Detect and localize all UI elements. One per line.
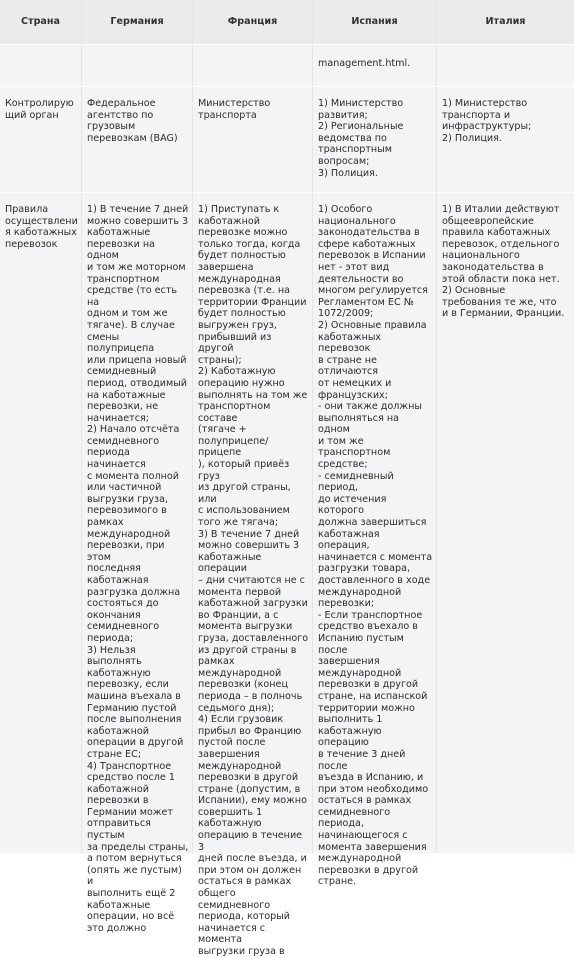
control-row-france: Министерство транспорта bbox=[193, 86, 313, 192]
header-cell-spain: Испания bbox=[313, 0, 437, 44]
header-cell-france: Франция bbox=[193, 0, 313, 44]
header-cell-country: Страна bbox=[0, 0, 82, 44]
row-divider bbox=[0, 44, 574, 45]
link-row-cell-country bbox=[0, 44, 82, 86]
row-divider bbox=[0, 192, 574, 193]
control-row-label: Контролирую щий орган bbox=[0, 86, 82, 192]
control-row-spain: 1) Министерство развития; 2) Региональные ведомства по транспортным вопросам; 3) Полиция. bbox=[313, 86, 437, 192]
control-row-germany: Федеральное агентство по грузовым перевозкам (BAG) bbox=[82, 86, 193, 192]
header-cell-italy: Италия bbox=[437, 0, 574, 44]
header-cell-germany: Германия bbox=[82, 0, 193, 44]
rules-row-spain: 1) Особого национального законодательства в сфере каботажных перевозок в Испании нет - этот вид деятельности во многом регулируется Регламентом ЕС № 1072/2009; 2) Основные правила каботажных перевозок в стране не отличаются от немецких и французских; - они также должны выполняться на одном и том же транспортном средстве; - семидневный период, до истечения которого должна завершиться каботажная операция, начинается с момента разгрузки товара, доставленного в ходе международной перевозки; - Если транспортное средство въехало в Испанию пустым после завершения международной перевозки в другой стране, на испанской территории можно выполнить 1 каботажную операцию в течение 3 дней после въезда в Испанию, и при этом необходимо остаться в рамках семидневного периода, начинающегося с момента завершения международной перевозки в другой стране. bbox=[313, 192, 437, 853]
link-row-cell-italy bbox=[437, 44, 574, 86]
rules-row-label: Правила осуществлени я каботажных перевозок bbox=[0, 192, 82, 853]
control-row-italy: 1) Министерство транспорта и инфраструктуры; 2) Полиция. bbox=[437, 86, 574, 192]
link-row-cell-spain: management.html. bbox=[313, 44, 437, 86]
rules-row-germany: 1) В течение 7 дней можно совершить 3 каботажные перевозки на одном и том же моторном транспортном средстве (то есть на одном и том же тягаче). В случае смены полуприцепа или прицепа новый семидневный период, отводимый на каботажные перевозки, не начинается; 2) Начало отсчёта семидневного периода начинается с момента полной или частичной выгрузки груза, перевозимого в рамках международной перевозки, при этом последняя каботажная разгрузка должна состояться до окончания семидневного периода; 3) Нельзя выполнять каботажную перевозку, если машина въехала в Германию пустой после выполнения каботажной операции в другой стране ЕС; 4) Транспортное средство после 1 каботажной перевозки в Германии может отправиться пустым за пределы страны, а потом вернуться (опять же пустым) и выполнить ещё 2 каботажные операции, но всё это должно bbox=[82, 192, 193, 853]
link-row-cell-france bbox=[193, 44, 313, 86]
row-divider bbox=[0, 86, 574, 87]
link-row-cell-germany bbox=[82, 44, 193, 86]
rules-row-france: 1) Приступать к каботажной перевозке можно только тогда, когда будет полностью завершена международная перевозка (т.е. на территории Франции будет полностью выгружен груз, прибывший из другой страны); 2) Каботажную операцию нужно выполнять на том же транспортном составе (тягаче + полуприцепе/прицепе ), который привёз груз из другой страны, или с использованием того же тягача; 3) В течение 7 дней можно совершить 3 каботажные операции – дни считаются не с момента первой каботажной загрузки во Франции, а с момента выгрузки груза, доставленного из другой страны в рамках международной перевозки (конец периода – в полночь седьмого дня); 4) Если грузовик прибыл во Францию пустой после завершения международной перевозки в другой стране (допустим, в Испании), ему можно совершить 1 каботажную операцию в течение 3 дней после въезда, и при этом он должен остаться в рамках общего семидневного периода, который начинается с момента выгрузки груза в bbox=[193, 192, 313, 853]
rules-row-italy: 1) В Италии действуют общеевропейские правила каботажных перевозок, отдельного национального законодательства в этой области пока нет. 2) Основные требования те же, что и в Германии, Франции. bbox=[437, 192, 574, 853]
